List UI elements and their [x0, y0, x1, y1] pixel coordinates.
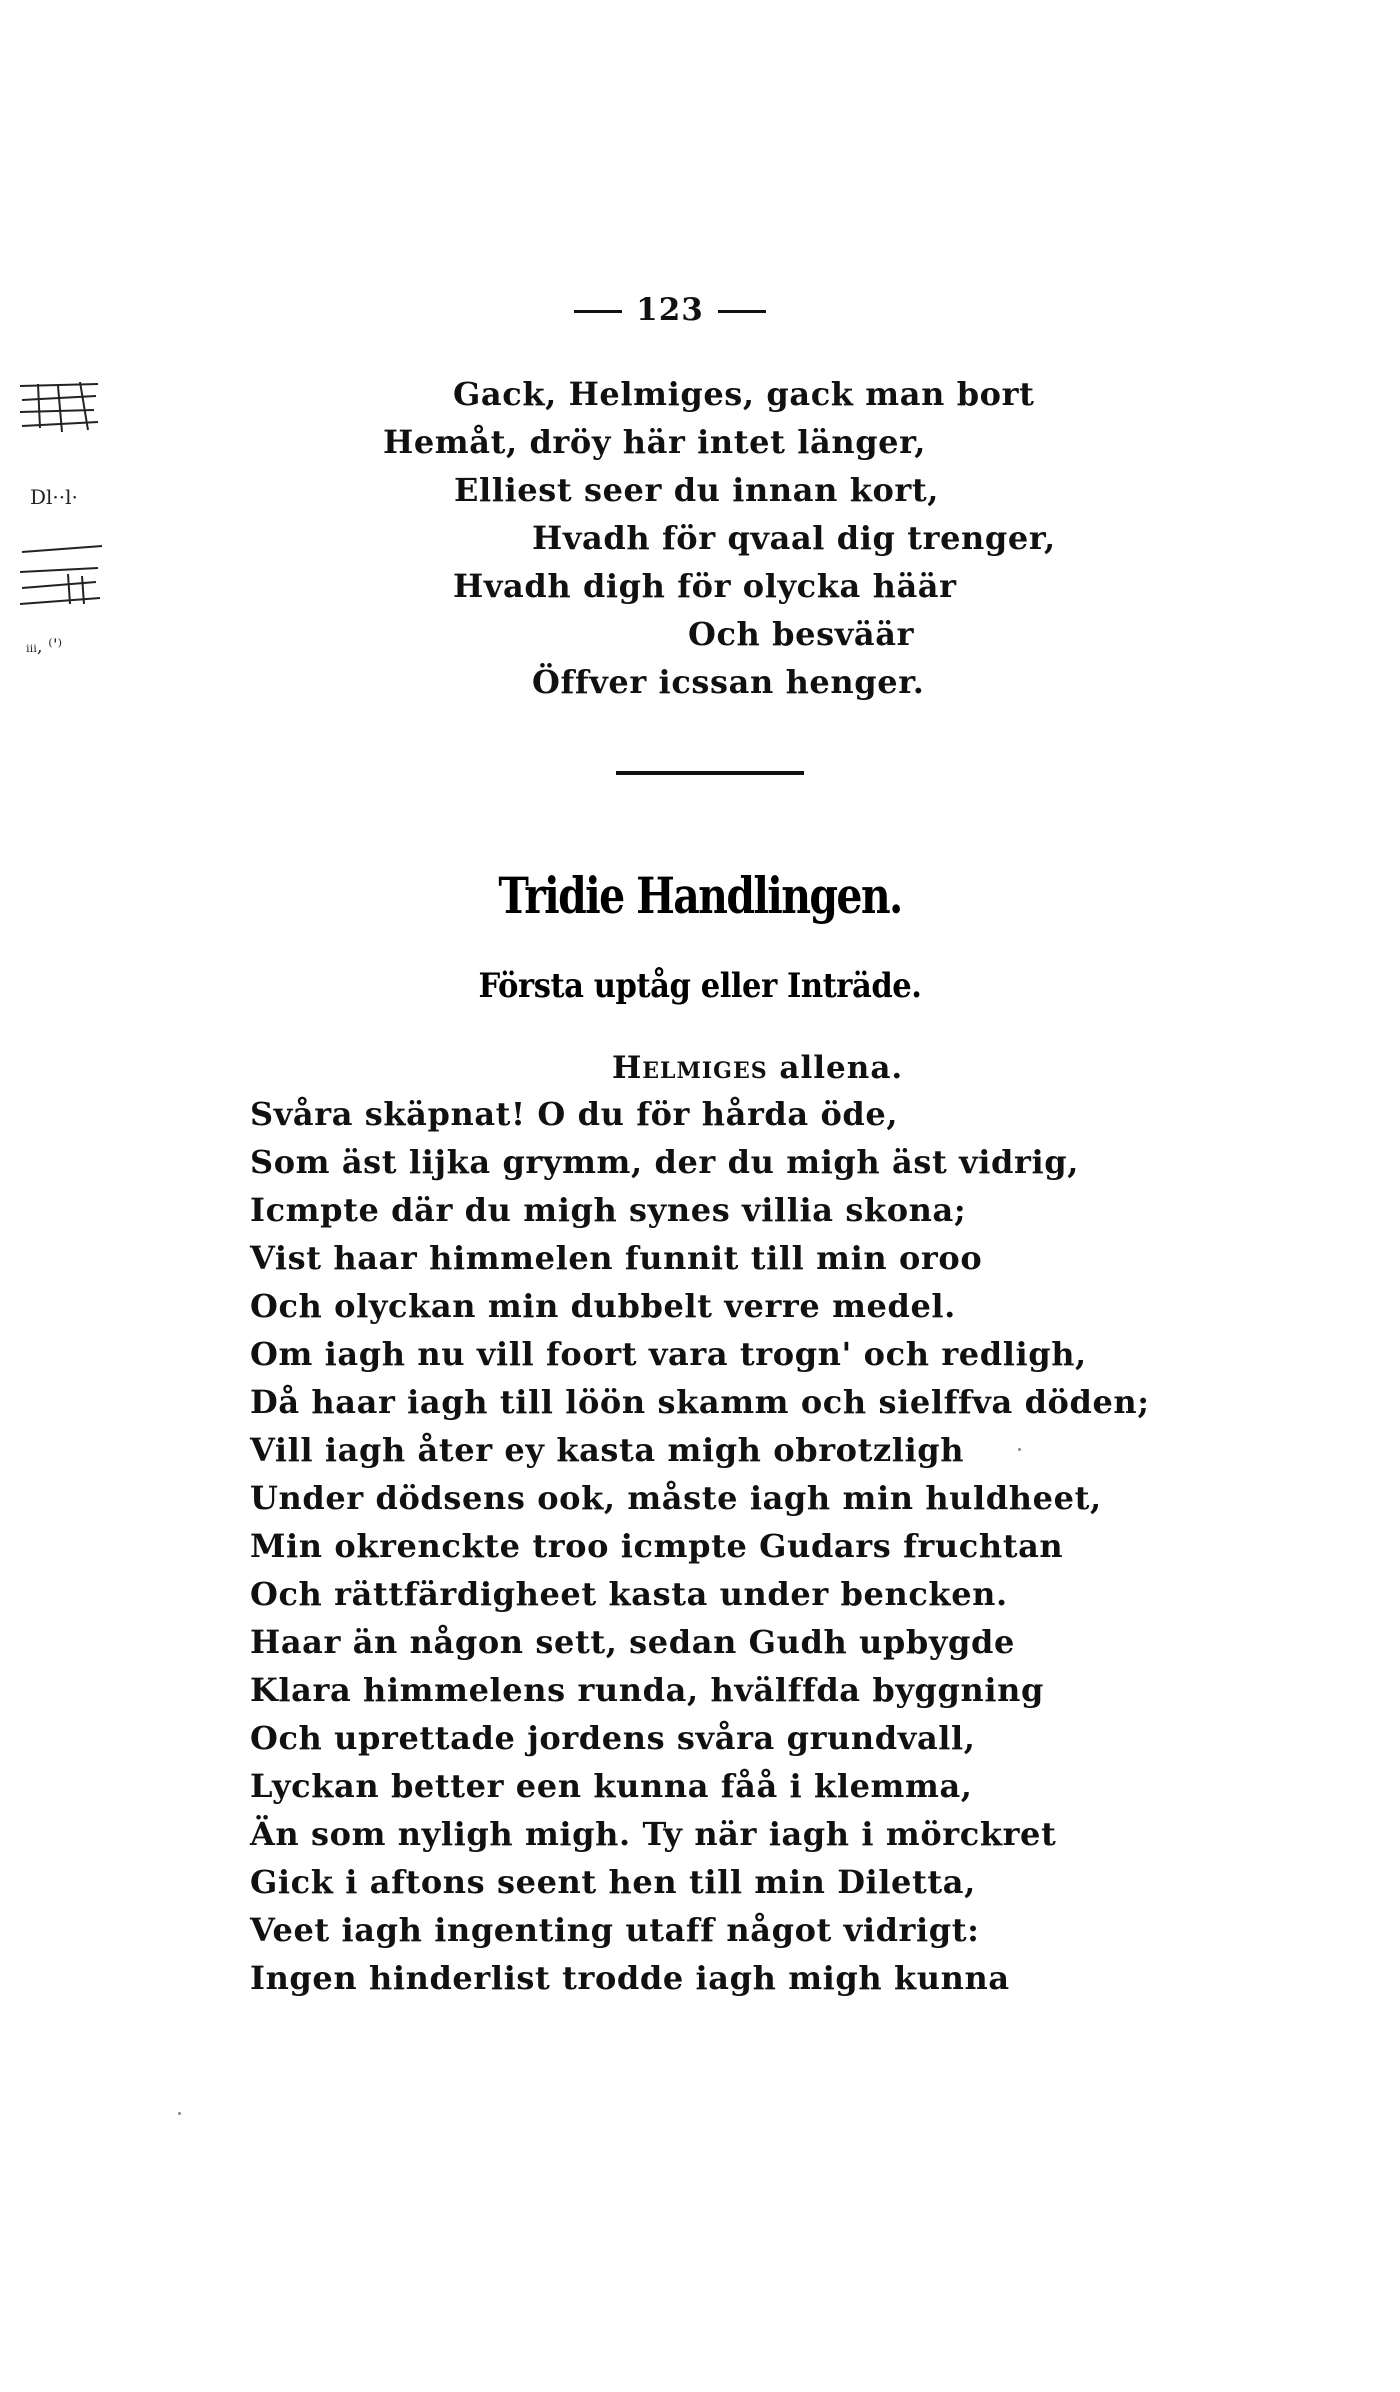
song-line: Elliest seer du innan kort,	[454, 471, 939, 509]
verse-line: Lyckan better een kunna fåå i klemma,	[250, 1767, 973, 1805]
verse-line: Om iagh nu vill foort vara trogn' och redligh,	[250, 1335, 1087, 1373]
act-title: Tridie Handlingen.	[498, 866, 902, 925]
verse-line: Då haar iagh till löön skamm och sielffva döden;	[250, 1383, 1150, 1421]
speaker-heading	[612, 1050, 903, 1086]
verse-line: Som äst lijka grymm, der du migh äst vidrig,	[250, 1143, 1079, 1181]
verse-line: Och uprettade jordens svåra grundvall,	[250, 1719, 976, 1757]
song-line: Hemåt, dröy här intet länger,	[383, 423, 927, 461]
verse-line: Och olyckan min dubbelt verre medel.	[250, 1287, 956, 1325]
dash-left	[574, 310, 622, 313]
page-number: 123	[560, 292, 780, 328]
verse-line: Ingen hinderlist trodde iagh migh kunna	[250, 1959, 1010, 1997]
section-divider	[616, 771, 804, 775]
dash-right	[718, 310, 766, 313]
verse-line: Klara himmelens runda, hvälffda byggning	[250, 1671, 1044, 1709]
speaker-note: allena.	[779, 1050, 904, 1086]
song-line: Öffver icssan henger.	[532, 663, 925, 701]
verse-line: Än som nyligh migh. Ty när iagh i mörckret	[250, 1815, 1057, 1853]
song-line: Och besväär	[688, 615, 915, 653]
scene-title: Första uptåg eller Inträde.	[478, 966, 922, 1006]
verse-line: Min okrenckte troo icmpte Gudars fruchtan	[250, 1527, 1064, 1565]
speaker-name: Helmiges	[612, 1050, 768, 1086]
verse-line: Svåra skäpnat! O du för hårda öde,	[250, 1095, 899, 1133]
verse-line: Vist haar himmelen funnit till min oroo	[250, 1239, 983, 1277]
song-line: Hvadh digh för olycka häär	[453, 567, 957, 605]
verse-line: Under dödsens ook, måste iagh min huldheet,	[250, 1479, 1102, 1517]
verse-line: Gick i aftons seent hen till min Diletta,	[250, 1863, 976, 1901]
song-line: Gack, Helmiges, gack man bort	[453, 375, 1035, 413]
verse-line: Och rättfärdigheet kasta under bencken.	[250, 1575, 1008, 1613]
verse-line: Vill iagh åter ey kasta migh obrotzligh	[250, 1431, 965, 1469]
svg-text:ᵢᵢᵢ, ⁽ˈ⁾: ᵢᵢᵢ, ⁽ˈ⁾	[26, 636, 63, 657]
margin-scribble-icon	[18, 382, 108, 686]
song-line: Hvadh för qvaal dig trenger,	[532, 519, 1056, 557]
verse-line: Veet iagh ingenting utaff något vidrigt:	[250, 1911, 980, 1949]
paper-speck	[1018, 1448, 1021, 1451]
verse-line: Haar än någon sett, sedan Gudh upbygde	[250, 1623, 1015, 1661]
svg-text:Dl··l·: Dl··l·	[30, 485, 78, 509]
verse-line: Icmpte där du migh synes villia skona;	[250, 1191, 967, 1229]
paper-speck	[178, 2112, 181, 2115]
